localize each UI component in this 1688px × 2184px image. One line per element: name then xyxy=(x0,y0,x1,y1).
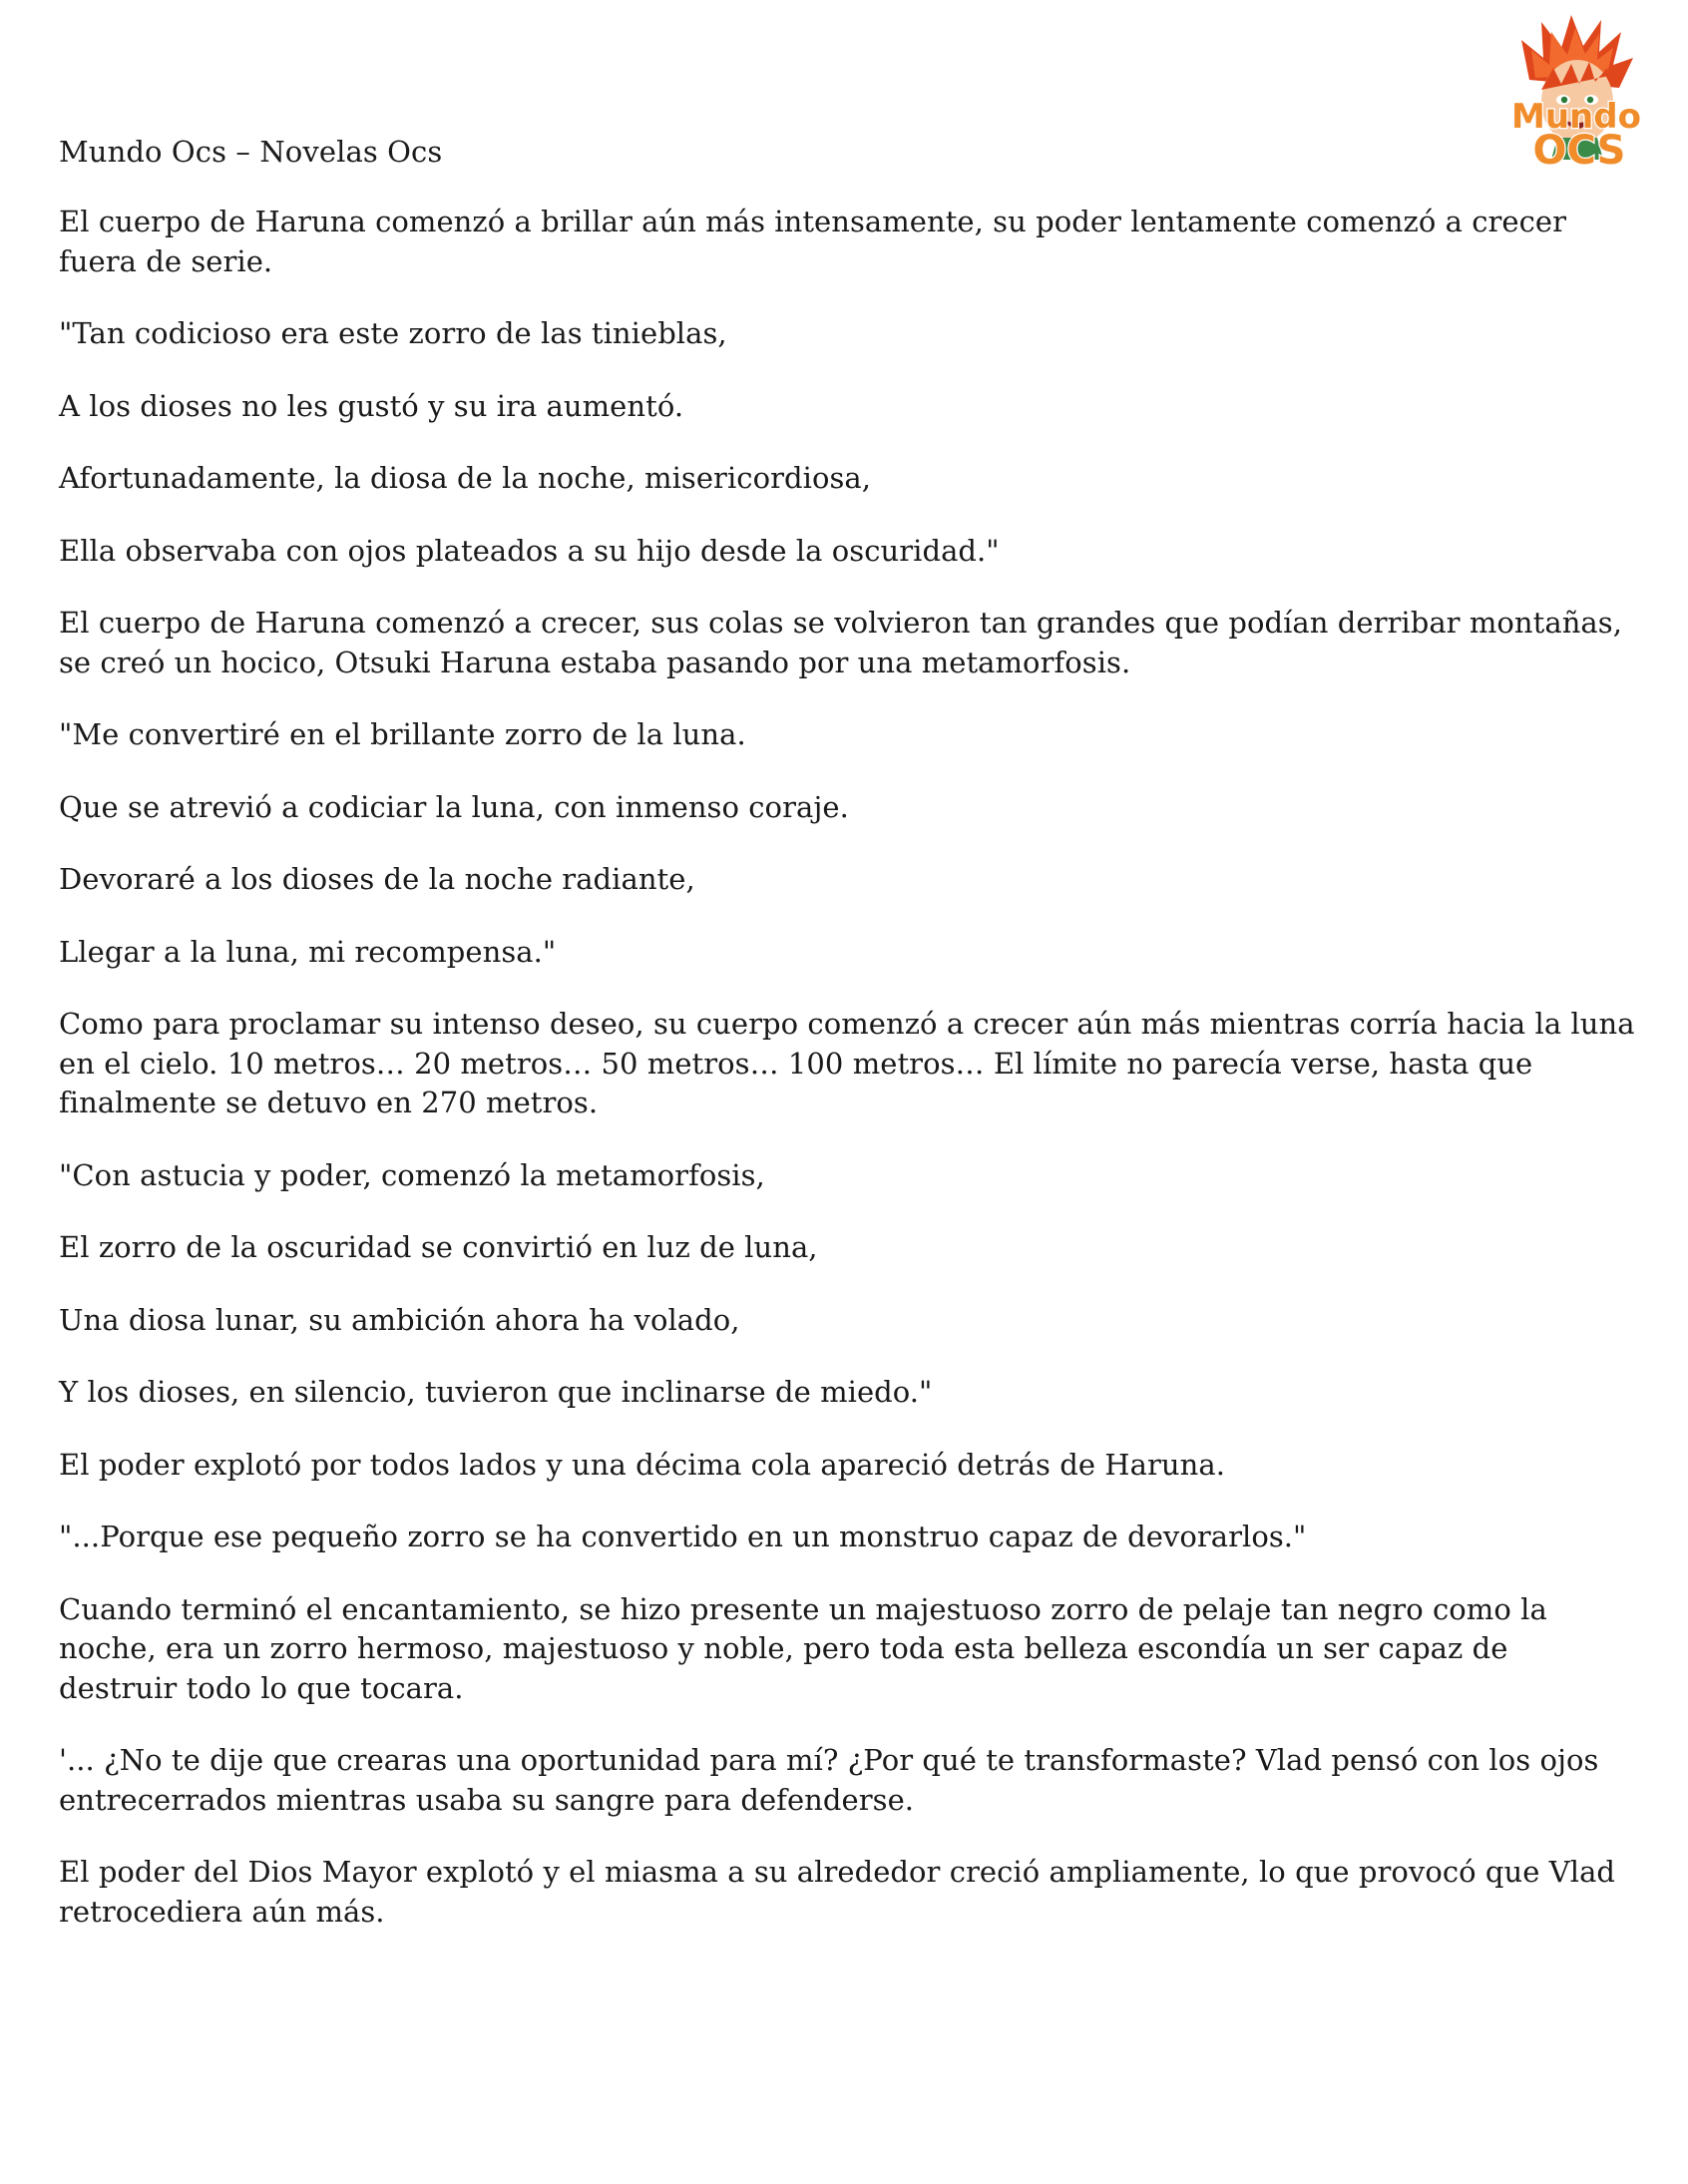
document-body xyxy=(59,203,1635,1965)
paragraph: Afortunadamente, la diosa de la noche, misericordiosa, xyxy=(59,461,871,495)
paragraph: Como para proclamar su intenso deseo, su cuerpo comenzó a crecer aún más mientras corría hacia la luna en el cielo. 10 metros… 20 metros… 50 metros… 100 metros… El límite no parecía verse, hasta que finalmente se detuvo en 270 metros. xyxy=(59,1007,1635,1119)
paragraph: El cuerpo de Haruna comenzó a crecer, sus colas se volvieron tan grandes que podían derribar montañas, se creó un hocico, Otsuki Haruna estaba pasando por una metamorfosis. xyxy=(59,606,1622,679)
paragraph: Una diosa lunar, su ambición ahora ha volado, xyxy=(59,1302,740,1337)
logo-text-top: Mundo xyxy=(1511,97,1641,137)
mundo-ocs-logo xyxy=(1491,10,1661,185)
paragraph: A los dioses no les gustó y su ira aumentó. xyxy=(59,388,684,423)
paragraph: "Con astucia y poder, comenzó la metamorfosis, xyxy=(59,1157,765,1192)
paragraph: Llegar a la luna, mi recompensa." xyxy=(59,934,557,969)
paragraph: El cuerpo de Haruna comenzó a brillar aún más intensamente, su poder lentamente comenzó a crecer fuera de serie. xyxy=(59,205,1567,278)
page-header: Mundo Ocs – Novelas Ocs xyxy=(59,135,443,169)
paragraph: Y los dioses, en silencio, tuvieron que inclinarse de miedo." xyxy=(59,1375,933,1409)
paragraph: Devoraré a los dioses de la noche radiante, xyxy=(59,862,695,896)
logo-text-bottom: OCS xyxy=(1532,128,1626,174)
paragraph: Cuando terminó el encantamiento, se hizo presente un majestuoso zorro de pelaje tan negro como la noche, era un zorro hermoso, majestuoso y noble, pero toda esta belleza escondía un ser capaz de destruir todo lo que tocara. xyxy=(59,1591,1547,1705)
paragraph: El zorro de la oscuridad se convirtió en luz de luna, xyxy=(59,1230,818,1264)
paragraph: El poder explotó por todos lados y una décima cola apareció detrás de Haruna. xyxy=(59,1447,1225,1482)
paragraph: "Tan codicioso era este zorro de las tinieblas, xyxy=(59,316,727,350)
paragraph: Que se atrevió a codiciar la luna, con inmenso coraje. xyxy=(59,789,849,824)
paragraph: '... ¿No te dije que crearas una oportunidad para mí? ¿Por qué te transformaste? Vlad pensó con los ojos entrecerrados mientras usaba su sangre para defenderse. xyxy=(59,1743,1599,1817)
paragraph: "Me convertiré en el brillante zorro de la luna. xyxy=(59,717,746,751)
paragraph: "...Porque ese pequeño zorro se ha convertido en un monstruo capaz de devorarlos." xyxy=(59,1520,1307,1553)
paragraph: Ella observaba con ojos plateados a su hijo desde la oscuridad." xyxy=(59,533,1000,568)
paragraph: El poder del Dios Mayor explotó y el miasma a su alrededor creció ampliamente, lo que provocó que Vlad retrocediera aún más. xyxy=(59,1855,1616,1929)
